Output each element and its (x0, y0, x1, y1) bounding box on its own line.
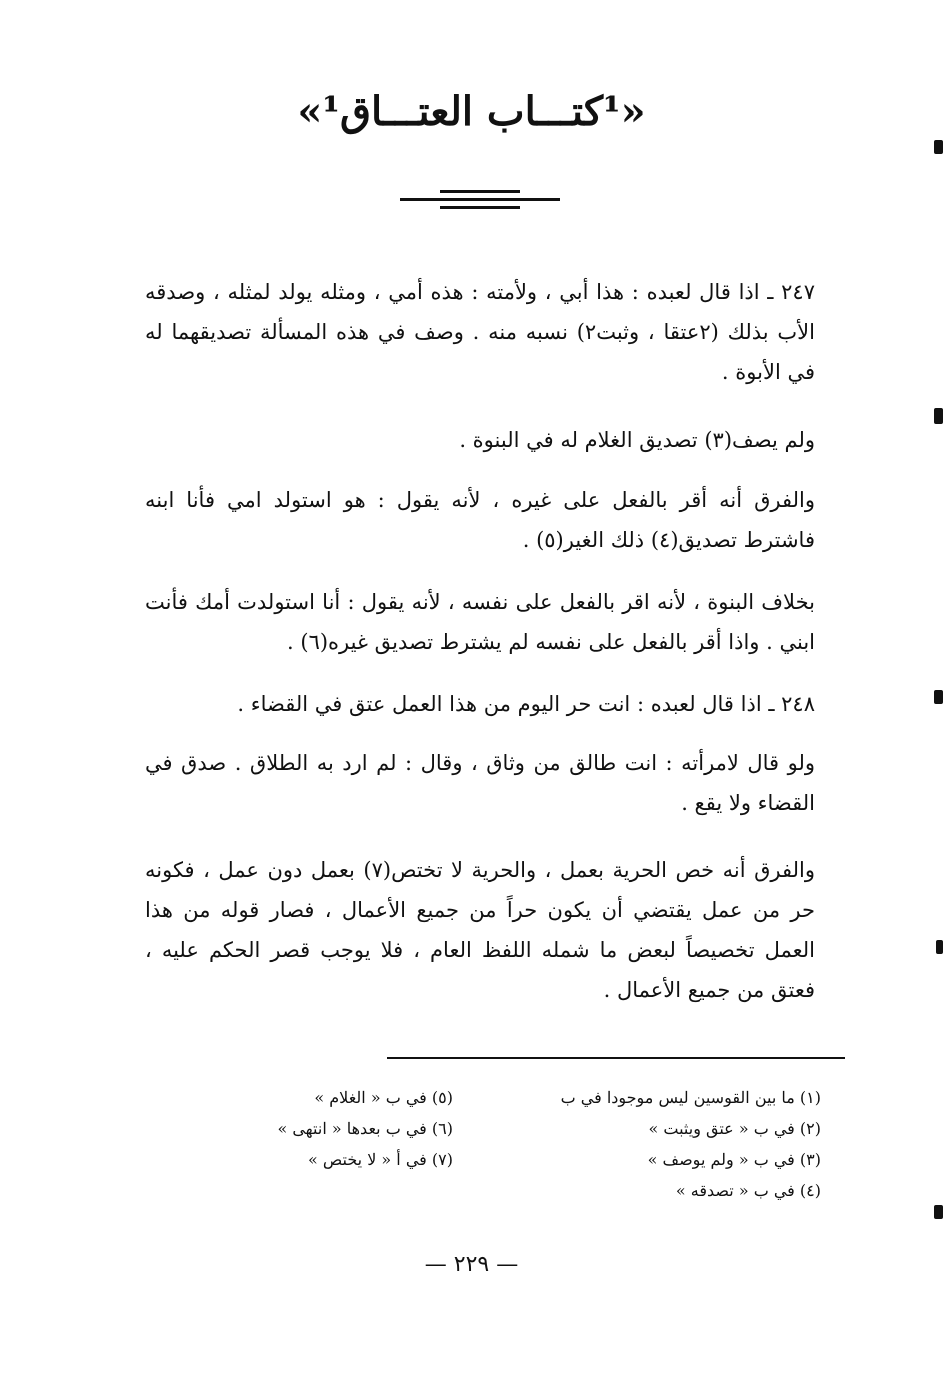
paragraph-248 (145, 684, 815, 724)
paragraph-text: ٢٤٨ ـ اذا قال لعبده : انت حر اليوم من هذا العمل عتق في القضاء . (237, 692, 815, 716)
paragraph-text: بخلاف البنوة ، لأنه اقر بالفعل على نفسه ، لأنه يقول : أنا استولدت أمك فأنت ابني . واذا أقر بالفعل على نفسه لم يشترط تصديق غيره(٦) . (145, 590, 815, 654)
paragraph-text: ٢٤٧ ـ اذا قال لعبده : هذا أبي ، ولأمته : هذه أمي ، ومثله يولد لمثله ، وصدقه الأب بذلك (٢عتقا ، وثبت٢) نسبه منه . وصف في هذه المسألة تصديقهما له في الأبوة . (145, 280, 815, 384)
footnotes-right-column (561, 1082, 821, 1206)
footnote-2: (٢) في ب « عتق ويثبت » (648, 1119, 821, 1138)
footnote-6: (٦) في ب بعدها « انتهى » (277, 1119, 453, 1138)
scan-edge-mark (934, 140, 943, 154)
paragraph-no-description (145, 420, 815, 460)
scan-edge-mark (934, 1205, 943, 1219)
paragraph-difference-1 (145, 480, 815, 560)
paragraph-text: والفرق أنه خص الحرية بعمل ، والحرية لا تختص(٧) بعمل دون عمل ، فكونه حر من عمل يقتضي أن يكون حراً من جميع الأعمال ، فصار قوله من هذا العمل تخصيصاً لبعض ما شمله اللفظ العام ، فلا يوجب قصر الحكم عليه ، فعتق من جميع الأعمال . (145, 858, 815, 1002)
paragraph-247 (145, 272, 815, 392)
paragraph-text: والفرق أنه أقر بالفعل على غيره ، لأنه يقول : هو استولد امي فأنا ابنه فاشترط تصديق(٤) ذلك الغير(٥) . (145, 488, 815, 552)
footnote-5: (٥) في ب « الغلام » (314, 1088, 453, 1107)
footnote-4: (٤) في ب « تصدقه » (675, 1181, 821, 1200)
scan-edge-mark (934, 690, 943, 704)
chapter-title: «¹كتـــاب العتـــاق¹» (297, 88, 646, 135)
paragraph-difference-2 (145, 850, 815, 1010)
scan-edge-mark (936, 940, 943, 954)
footnote-separator (387, 1057, 845, 1059)
paragraph-divorce (145, 743, 815, 823)
paragraph-contrast (145, 582, 815, 662)
paragraph-text: ولو قال لامرأته : انت طالق من وثاق ، وقال : لم ارد به الطلاق . صدق في القضاء ولا يقع . (145, 751, 815, 815)
footnotes-left-column (277, 1082, 453, 1175)
footnote-1: (١) ما بين القوسين ليس موجودا في ب (560, 1088, 821, 1107)
scan-edge-mark (934, 408, 943, 424)
page-number: — ٢٢٩ — (424, 1252, 519, 1277)
footnote-3: (٣) في ب « ولم يوصف » (647, 1150, 821, 1169)
title-ornament (400, 188, 560, 214)
paragraph-text: ولم يصف(٣) تصديق الغلام له في البنوة . (459, 428, 815, 452)
footnote-7: (٧) في أ « لا يختص » (308, 1150, 453, 1169)
